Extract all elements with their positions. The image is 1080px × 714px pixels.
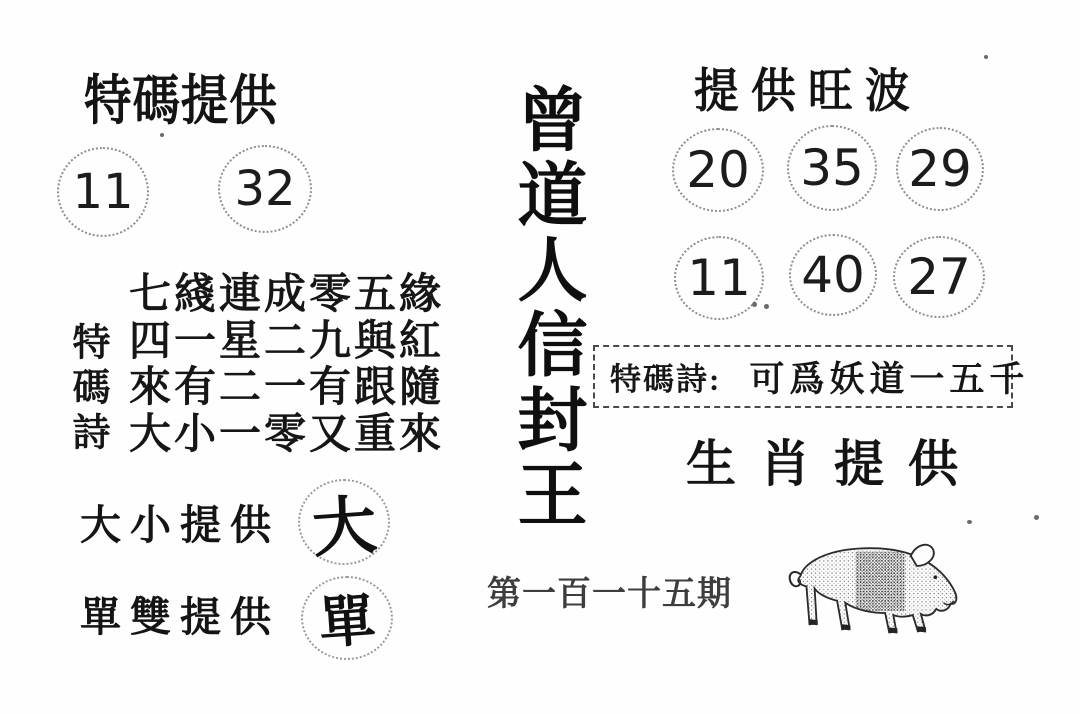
odd-even-pick-circle: [301, 576, 393, 660]
wave-number-value: 27: [907, 248, 971, 306]
scan-speck: [752, 302, 757, 307]
issue-number: 第一百一十五期: [487, 576, 732, 613]
scan-speck: [1034, 515, 1039, 520]
big-small-pick-circle: [298, 479, 390, 565]
scan-speck: [764, 304, 769, 309]
wave-number-circle: [896, 127, 984, 211]
special-number-title: 特碼提供: [84, 71, 278, 131]
wave-number-value: 35: [800, 139, 864, 197]
wave-number-value: 29: [908, 140, 972, 198]
poem-box-label: 特碼詩:: [610, 362, 722, 397]
poem-box-text: 可爲妖道一五千: [749, 359, 1030, 399]
wave-number-value: 40: [801, 246, 865, 304]
special-code-poem: [129, 272, 444, 458]
special-number-value: 11: [72, 164, 134, 220]
big-small-label: 大小提供: [80, 502, 280, 548]
odd-even-label: 單雙提供: [80, 594, 280, 640]
special-number-circle: [218, 145, 312, 233]
scan-speck: [160, 133, 164, 137]
poem-line: 來有二一有跟隨: [129, 365, 445, 411]
wave-number-circle: [789, 234, 877, 316]
scan-speck: [967, 520, 972, 524]
wave-number-circle: [787, 125, 877, 211]
main-vertical-title: 曾道人信封王: [507, 83, 584, 533]
poem-line: 大小一零又重來: [129, 411, 445, 458]
wave-numbers-title: 提供旺波: [694, 66, 922, 118]
scan-speck: [984, 55, 988, 59]
wave-number-value: 20: [686, 141, 750, 199]
wave-number-circle: [893, 236, 985, 318]
wave-number-circle: [674, 236, 764, 320]
special-poem-box: [593, 345, 1030, 408]
wave-number-value: 11: [687, 249, 751, 307]
zodiac-title: 生肖提供: [686, 436, 982, 492]
poem-line: 四一星二九與紅: [129, 318, 445, 365]
special-number-value: 32: [234, 161, 296, 217]
big-small-pick: 大: [309, 489, 379, 566]
wave-number-circle: [672, 128, 764, 212]
poem-line: 七綫連成零五緣: [129, 272, 445, 318]
pig-illustration: [786, 534, 970, 644]
special-number-circle: [57, 147, 149, 237]
odd-even-pick: 單: [317, 590, 378, 656]
poem-vertical-label: 特碼詩: [66, 322, 108, 457]
